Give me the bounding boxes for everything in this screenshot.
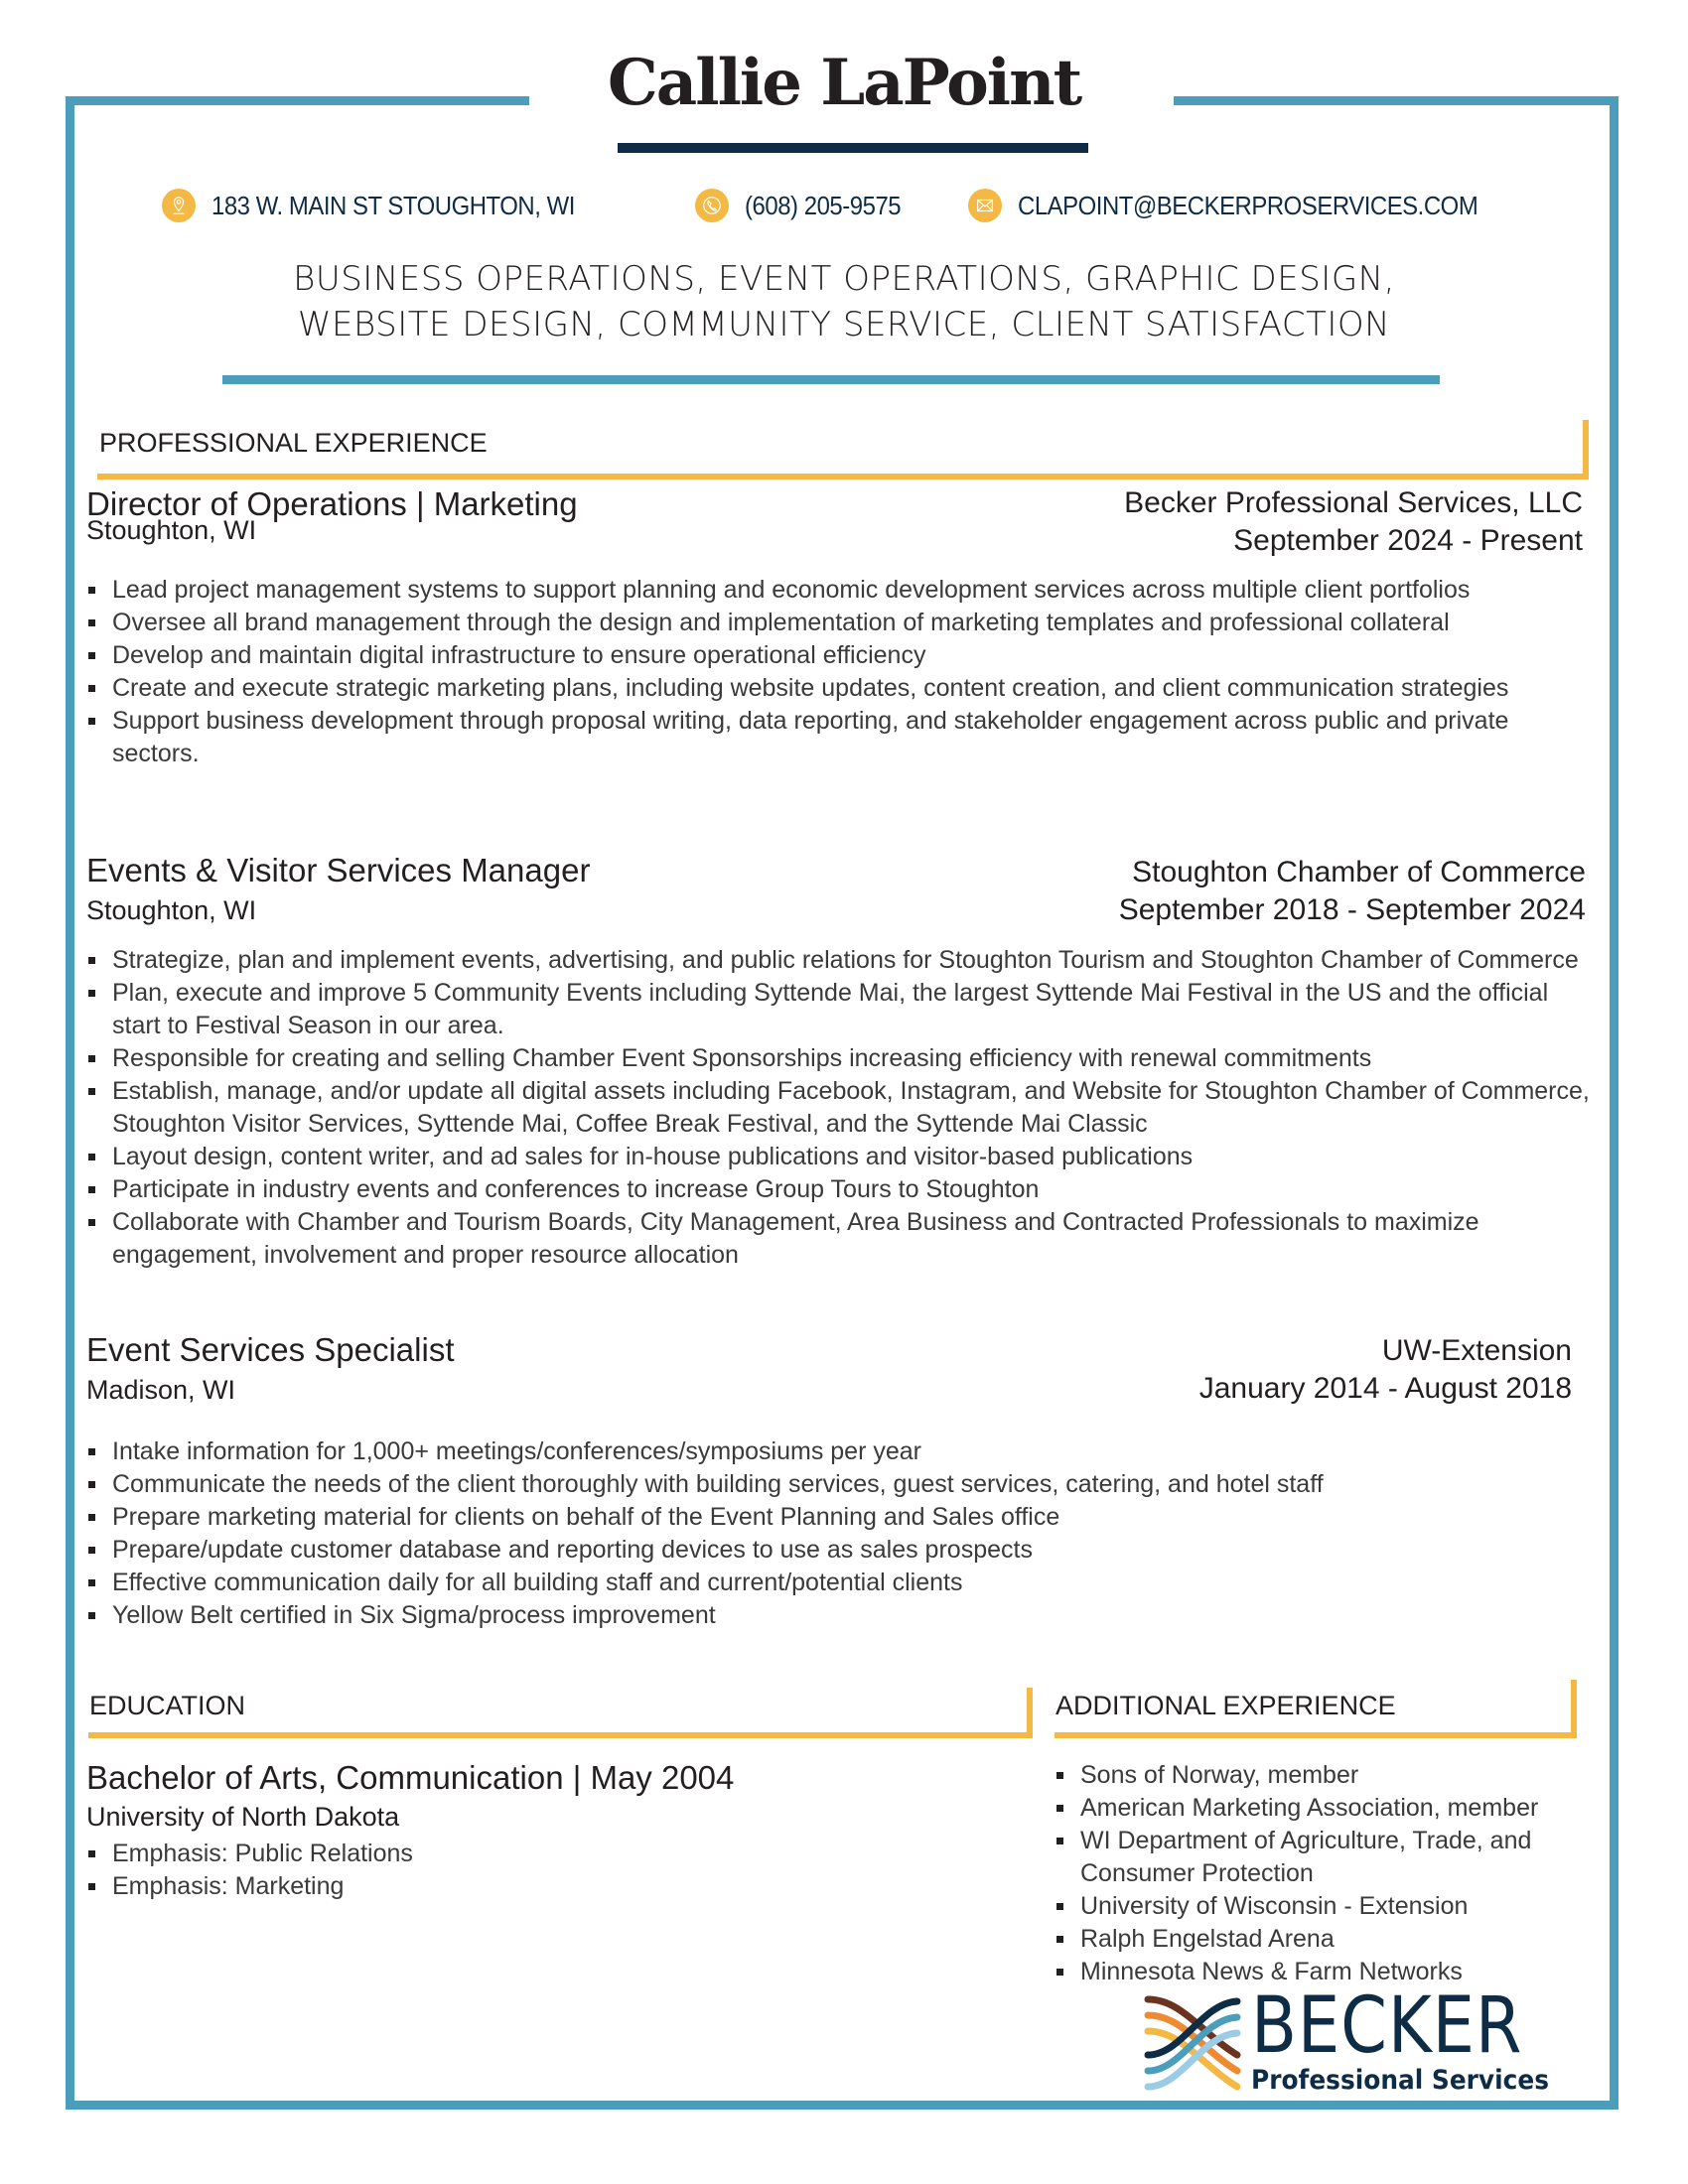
list-item: Participate in industry events and conferences to increase Group Tours to Stoughton xyxy=(86,1173,1596,1206)
list-item: Minnesota News & Farm Networks xyxy=(1055,1956,1591,1988)
job-company-dates xyxy=(1119,854,1586,929)
list-item: WI Department of Agriculture, Trade, and Consumer Protection xyxy=(1055,1825,1591,1890)
job-location: Stoughton, WI xyxy=(86,515,257,545)
job-dates: September 2024 - Present xyxy=(1233,524,1583,557)
job-dates: January 2014 - August 2018 xyxy=(1198,1372,1572,1405)
map-pin-icon xyxy=(162,189,196,222)
list-item: Support business development through proposal writing, data reporting, and stakeholder engagement across public and private sectors. xyxy=(86,705,1596,770)
phone-icon xyxy=(695,189,729,222)
frame-right xyxy=(1610,96,1618,2110)
list-item: Effective communication daily for all building staff and current/potential clients xyxy=(86,1567,1596,1599)
email-text[interactable]: CLAPOINT@BECKERPROSERVICES.COM xyxy=(1018,190,1478,220)
frame-bottom xyxy=(66,2101,1618,2110)
list-item: Emphasis: Marketing xyxy=(86,1870,980,1903)
degree-title: Bachelor of Arts, Communication | May 2004 xyxy=(86,1759,735,1796)
job-title: Events & Visitor Services Manager xyxy=(86,852,591,888)
job-company: Becker Professional Services, LLC xyxy=(1124,486,1583,519)
list-item: Collaborate with Chamber and Tourism Boards, City Management, Area Business and Contracted Professionals to maximize engagement, involvement and proper resource allocation xyxy=(86,1206,1596,1272)
frame-top-right xyxy=(1174,96,1618,105)
frame-left xyxy=(66,96,74,2110)
list-item: Communicate the needs of the client thoroughly with building services, guest services, catering, and hotel staff xyxy=(86,1468,1596,1501)
list-item: University of Wisconsin - Extension xyxy=(1055,1890,1591,1923)
job-bullets xyxy=(86,944,1596,1272)
contact-email[interactable] xyxy=(968,189,1518,222)
education-bracket-line xyxy=(88,1732,1033,1738)
additional-bracket-edge xyxy=(1571,1680,1577,1738)
list-item: Establish, manage, and/or update all digital assets including Facebook, Instagram, and Website for Stoughton Chamber of Commerce, Stoughton Visitor Services, Syttende Mai, Coffee Break Festival, and the Syttende Mai Classic xyxy=(86,1075,1596,1141)
job-company-dates xyxy=(1124,484,1583,560)
list-item: Sons of Norway, member xyxy=(1055,1759,1591,1792)
contact-phone[interactable] xyxy=(695,189,914,222)
list-item: Prepare/update customer database and reporting devices to use as sales prospects xyxy=(86,1534,1596,1567)
skills-summary xyxy=(179,256,1509,347)
contact-address xyxy=(162,189,607,222)
section-bracket-edge xyxy=(1583,420,1589,479)
envelope-icon xyxy=(968,189,1002,222)
job-company-dates xyxy=(1199,1332,1572,1408)
list-item: Lead project management systems to support planning and economic development services across multiple client portfolios xyxy=(86,574,1596,607)
job-company: UW-Extension xyxy=(1381,1334,1572,1367)
list-item: Intake information for 1,000+ meetings/conferences/symposiums per year xyxy=(86,1435,1596,1468)
section-title-additional-experience: ADDITIONAL EXPERIENCE xyxy=(1055,1691,1396,1720)
becker-logo-subtitle: Professional Services xyxy=(1251,2065,1549,2096)
list-item: Develop and maintain digital infrastructure to ensure operational efficiency xyxy=(86,639,1596,672)
job-bullets xyxy=(86,574,1596,770)
skills-line-2: WEBSITE DESIGN, COMMUNITY SERVICE, CLIENT SATISFACTION xyxy=(297,305,1391,344)
list-item: Yellow Belt certified in Six Sigma/process improvement xyxy=(86,1599,1596,1632)
job-company: Stoughton Chamber of Commerce xyxy=(1132,856,1586,888)
list-item: American Marketing Association, member xyxy=(1055,1792,1591,1825)
section-title-education: EDUCATION xyxy=(89,1691,246,1720)
list-item: Strategize, plan and implement events, advertising, and public relations for Stoughton Tourism and Stoughton Chamber of Commerce xyxy=(86,944,1596,977)
additional-bracket-line xyxy=(1055,1732,1577,1738)
name-underline xyxy=(618,143,1088,153)
candidate-name: Callie LaPoint xyxy=(607,46,1081,120)
section-bracket-line xyxy=(97,474,1589,479)
education-bracket-edge xyxy=(1027,1688,1033,1738)
address-text: 183 W. MAIN ST STOUGHTON, WI xyxy=(211,190,575,220)
list-item: Layout design, content writer, and ad sales for in-house publications and visitor-based publications xyxy=(86,1141,1596,1173)
skills-line-1: BUSINESS OPERATIONS, EVENT OPERATIONS, GRAPHIC DESIGN, xyxy=(293,259,1395,299)
job-title: Director of Operations | Marketing xyxy=(86,485,578,522)
job-title: Event Services Specialist xyxy=(86,1331,455,1368)
additional-bullets xyxy=(1055,1759,1591,1988)
job-location: Stoughton, WI xyxy=(86,895,257,925)
job-dates: September 2018 - September 2024 xyxy=(1118,893,1586,926)
phone-text[interactable]: (608) 205-9575 xyxy=(745,190,902,220)
list-item: Create and execute strategic marketing plans, including website updates, content creation, and client communication strategies xyxy=(86,672,1596,705)
job-location: Madison, WI xyxy=(86,1375,236,1405)
frame-top-left xyxy=(66,96,529,105)
list-item: Prepare marketing material for clients on behalf of the Event Planning and Sales office xyxy=(86,1501,1596,1534)
list-item: Responsible for creating and selling Chamber Event Sponsorships increasing efficiency with renewal commitments xyxy=(86,1042,1596,1075)
becker-logo-wordmark: BECKER xyxy=(1251,1981,1523,2071)
skills-divider xyxy=(222,375,1440,384)
education-bullets xyxy=(86,1838,980,1903)
list-item: Ralph Engelstad Arena xyxy=(1055,1923,1591,1956)
list-item: Emphasis: Public Relations xyxy=(86,1838,980,1870)
job-bullets xyxy=(86,1435,1596,1632)
list-item: Plan, execute and improve 5 Community Events including Syttende Mai, the largest Syttende Mai Festival in the US and the official start to Festival Season in our area. xyxy=(86,977,1596,1042)
school-name: University of North Dakota xyxy=(86,1802,400,1832)
section-title-professional-experience: PROFESSIONAL EXPERIENCE xyxy=(99,428,488,458)
list-item: Oversee all brand management through the design and implementation of marketing templates and professional collateral xyxy=(86,607,1596,639)
